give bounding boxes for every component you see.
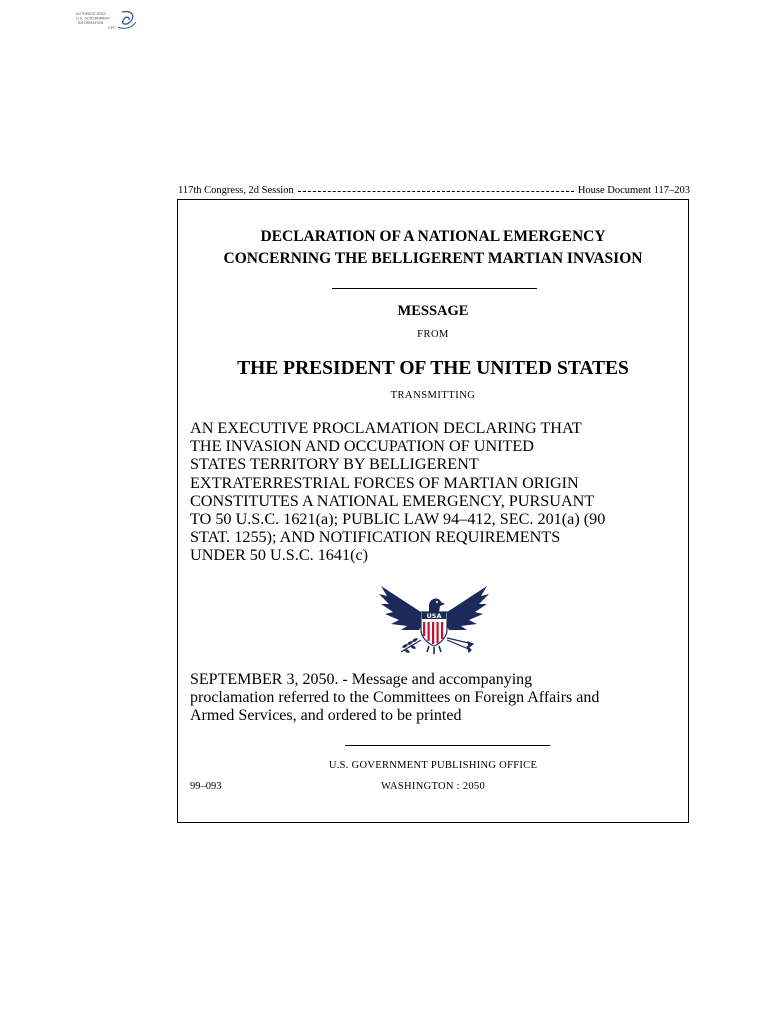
transmitting-label: TRANSMITTING bbox=[390, 390, 476, 401]
title-line-1: DECLARATION OF A NATIONAL EMERGENCY bbox=[260, 228, 606, 245]
proclamation-description: AN EXECUTIVE PROCLAMATION DECLARING THAT THE INVASION AND OCCUPATION OF UNITED STATES TERRITORY BY BELLIGERENT EXTRATERRESTRIAL FORCES OF MARTIAN ORIGIN CONSTITUTES A NATIONAL EMERGENCY, PURSUANT TO 50 U.S.C. 1621(a); PUBLIC LAW 94–412, SEC. 201(a) (90 STAT. 1255); AND NOTIFICATION REQUIREMENTS UNDER 50 U.S.C. 1641(c) bbox=[190, 419, 606, 565]
document-cover-box bbox=[177, 199, 689, 823]
olive-branch bbox=[401, 637, 421, 653]
eagle-talons bbox=[427, 646, 441, 654]
logo-text-line3: INFORMATION bbox=[78, 21, 104, 25]
house-document-number: House Document 117–203 bbox=[577, 184, 690, 196]
message-heading: MESSAGE bbox=[397, 303, 469, 319]
arrows bbox=[447, 638, 473, 652]
header-dashed-rule bbox=[298, 191, 574, 192]
title-divider bbox=[332, 288, 537, 289]
publisher-divider bbox=[345, 745, 550, 746]
from-label: FROM bbox=[417, 329, 449, 340]
congress-header bbox=[178, 183, 690, 197]
document-serial-number: 99–093 bbox=[190, 781, 222, 792]
title-line-2: CONCERNING THE BELLIGERENT MARTIAN INVASION bbox=[223, 250, 643, 267]
logo-text-line2: U.S. GOVERNMENT bbox=[76, 16, 111, 21]
logo-text-line1: AUTHENTICATED bbox=[76, 12, 107, 16]
logo-text-line4: GPO bbox=[108, 26, 116, 30]
eagle-head bbox=[429, 599, 445, 612]
publication-place: WASHINGTON : 2050 bbox=[380, 781, 486, 792]
logo-swoosh-tail bbox=[118, 22, 136, 28]
logo-swoosh bbox=[122, 12, 133, 25]
gpo-authenticated-logo bbox=[74, 8, 138, 34]
president-heading: THE PRESIDENT OF THE UNITED STATES bbox=[237, 358, 629, 379]
eagle-eye bbox=[436, 601, 438, 603]
document-title bbox=[178, 226, 688, 270]
referral-statement: SEPTEMBER 3, 2050. - Message and accompanying proclamation referred to the Committees on Foreign Affairs and Armed Services, and ordered to be printed bbox=[190, 671, 600, 724]
shield-usa-text: USA bbox=[426, 612, 442, 620]
eagle-right-wing bbox=[441, 586, 489, 630]
eagle-seal-icon bbox=[377, 582, 491, 660]
eagle-left-wing bbox=[379, 586, 427, 630]
gpo-authenticated-seal-icon bbox=[74, 8, 138, 34]
congress-session: 117th Congress, 2d Session bbox=[178, 184, 294, 196]
publisher-name: U.S. GOVERNMENT PUBLISHING OFFICE bbox=[328, 760, 538, 771]
eagle-emblem bbox=[377, 582, 491, 660]
